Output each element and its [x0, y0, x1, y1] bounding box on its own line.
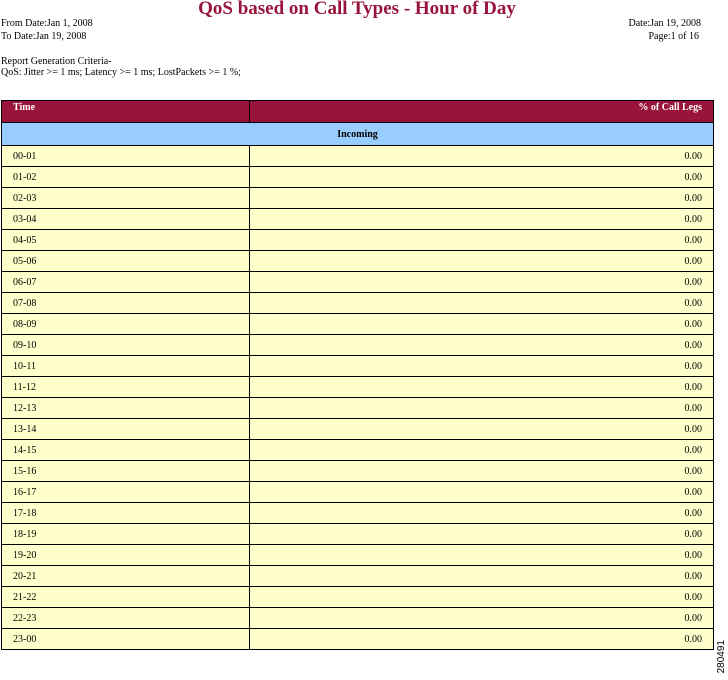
table-row — [2, 377, 714, 398]
table-row — [2, 482, 714, 503]
table-row — [2, 293, 714, 314]
criteria-title: Report Generation Criteria- — [1, 56, 112, 67]
time-cell: 13-14 — [2, 419, 250, 440]
call-legs-cell: 0.00 — [250, 461, 714, 482]
table-row — [2, 608, 714, 629]
table-header-row — [2, 101, 714, 123]
report-title: QoS based on Call Types - Hour of Day — [198, 0, 516, 19]
to-date: To Date:Jan 19, 2008 — [1, 31, 87, 42]
section-row — [2, 123, 714, 146]
call-legs-cell: 0.00 — [250, 335, 714, 356]
time-cell: 22-23 — [2, 608, 250, 629]
from-date: From Date:Jan 1, 2008 — [1, 18, 93, 29]
time-cell: 07-08 — [2, 293, 250, 314]
time-cell: 19-20 — [2, 545, 250, 566]
criteria-value: QoS: Jitter >= 1 ms; Latency >= 1 ms; LostPackets >= 1 %; — [1, 67, 241, 78]
time-cell: 05-06 — [2, 251, 250, 272]
call-legs-cell: 0.00 — [250, 251, 714, 272]
call-legs-cell: 0.00 — [250, 566, 714, 587]
table-row — [2, 545, 714, 566]
time-cell: 09-10 — [2, 335, 250, 356]
call-legs-cell: 0.00 — [250, 293, 714, 314]
call-legs-cell: 0.00 — [250, 146, 714, 167]
table-row — [2, 503, 714, 524]
call-legs-cell: 0.00 — [250, 188, 714, 209]
time-cell: 18-19 — [2, 524, 250, 545]
time-cell: 00-01 — [2, 146, 250, 167]
call-legs-cell: 0.00 — [250, 440, 714, 461]
call-legs-cell: 0.00 — [250, 314, 714, 335]
time-cell: 23-00 — [2, 629, 250, 650]
call-legs-cell: 0.00 — [250, 482, 714, 503]
time-cell: 02-03 — [2, 188, 250, 209]
table-row — [2, 461, 714, 482]
call-legs-cell: 0.00 — [250, 629, 714, 650]
time-cell: 11-12 — [2, 377, 250, 398]
time-cell: 12-13 — [2, 398, 250, 419]
table-row — [2, 566, 714, 587]
report-date: Date:Jan 19, 2008 — [628, 18, 701, 29]
call-legs-cell: 0.00 — [250, 503, 714, 524]
call-legs-cell: 0.00 — [250, 398, 714, 419]
time-cell: 17-18 — [2, 503, 250, 524]
table-row — [2, 272, 714, 293]
time-cell: 20-21 — [2, 566, 250, 587]
call-legs-cell: 0.00 — [250, 230, 714, 251]
time-cell: 01-02 — [2, 167, 250, 188]
call-legs-cell: 0.00 — [250, 272, 714, 293]
time-cell: 03-04 — [2, 209, 250, 230]
section-label: Incoming — [2, 123, 714, 146]
table-row — [2, 167, 714, 188]
time-cell: 21-22 — [2, 587, 250, 608]
table-row — [2, 587, 714, 608]
table-row — [2, 524, 714, 545]
table-row — [2, 251, 714, 272]
figure-id: 280491 — [716, 640, 727, 674]
time-cell: 15-16 — [2, 461, 250, 482]
time-cell: 04-05 — [2, 230, 250, 251]
table-row — [2, 629, 714, 650]
call-legs-cell: 0.00 — [250, 377, 714, 398]
call-legs-cell: 0.00 — [250, 356, 714, 377]
call-legs-cell: 0.00 — [250, 419, 714, 440]
table-row — [2, 230, 714, 251]
table-row — [2, 398, 714, 419]
table-row — [2, 314, 714, 335]
time-cell: 08-09 — [2, 314, 250, 335]
table-row — [2, 356, 714, 377]
page-number: Page:1 of 16 — [648, 31, 699, 42]
column-header-time: Time — [2, 101, 250, 123]
table-row — [2, 440, 714, 461]
time-cell: 14-15 — [2, 440, 250, 461]
table-row — [2, 146, 714, 167]
column-header-call-legs: % of Call Legs — [250, 101, 714, 123]
call-legs-cell: 0.00 — [250, 608, 714, 629]
report-table — [1, 100, 714, 650]
call-legs-cell: 0.00 — [250, 209, 714, 230]
time-cell: 16-17 — [2, 482, 250, 503]
table-row — [2, 335, 714, 356]
time-cell: 10-11 — [2, 356, 250, 377]
call-legs-cell: 0.00 — [250, 524, 714, 545]
table-row — [2, 419, 714, 440]
call-legs-cell: 0.00 — [250, 587, 714, 608]
call-legs-cell: 0.00 — [250, 545, 714, 566]
time-cell: 06-07 — [2, 272, 250, 293]
table-row — [2, 209, 714, 230]
call-legs-cell: 0.00 — [250, 167, 714, 188]
table-row — [2, 188, 714, 209]
